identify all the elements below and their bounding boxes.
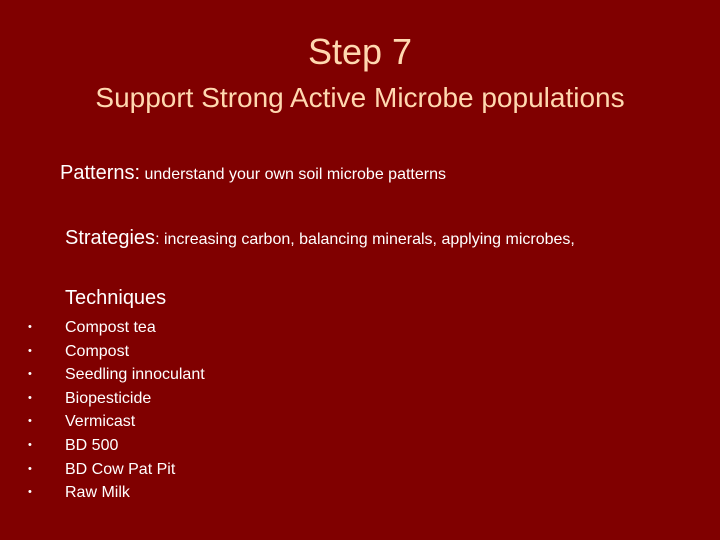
techniques-heading: Techniques bbox=[65, 287, 167, 309]
list-item-text: Compost tea bbox=[65, 319, 156, 336]
bullet-icon: • bbox=[28, 462, 32, 475]
list-item-text: BD Cow Pat Pit bbox=[65, 460, 176, 478]
bullet-icon: • bbox=[28, 344, 32, 357]
patterns-text: understand your own soil microbe patterns bbox=[140, 166, 446, 183]
list-item-text: Compost bbox=[65, 342, 130, 360]
list-item-text: Biopesticide bbox=[65, 389, 152, 407]
bullet-icon: • bbox=[28, 415, 32, 428]
bullet-icon: • bbox=[28, 368, 32, 381]
strategies-line bbox=[65, 227, 575, 250]
list-item-text: Vermicast bbox=[65, 413, 136, 431]
slide-subtitle: Support Strong Active Microbe populations bbox=[95, 82, 625, 113]
list-item-text: Raw Milk bbox=[65, 484, 130, 502]
strategies-lead: Strategies bbox=[65, 227, 156, 249]
patterns-lead: Patterns: bbox=[60, 162, 141, 184]
list-item-text: BD 500 bbox=[65, 436, 119, 454]
list-item-text: Seedling innoculant bbox=[65, 366, 205, 384]
bullet-icon: • bbox=[28, 486, 32, 499]
patterns-line bbox=[60, 162, 446, 185]
bullet-icon: • bbox=[28, 321, 32, 333]
strategies-text: : increasing carbon, balancing minerals, applying microbes, bbox=[155, 231, 575, 248]
bullet-icon: • bbox=[28, 438, 32, 451]
slide-title: Step 7 bbox=[307, 31, 413, 72]
bullet-icon: • bbox=[28, 391, 32, 404]
